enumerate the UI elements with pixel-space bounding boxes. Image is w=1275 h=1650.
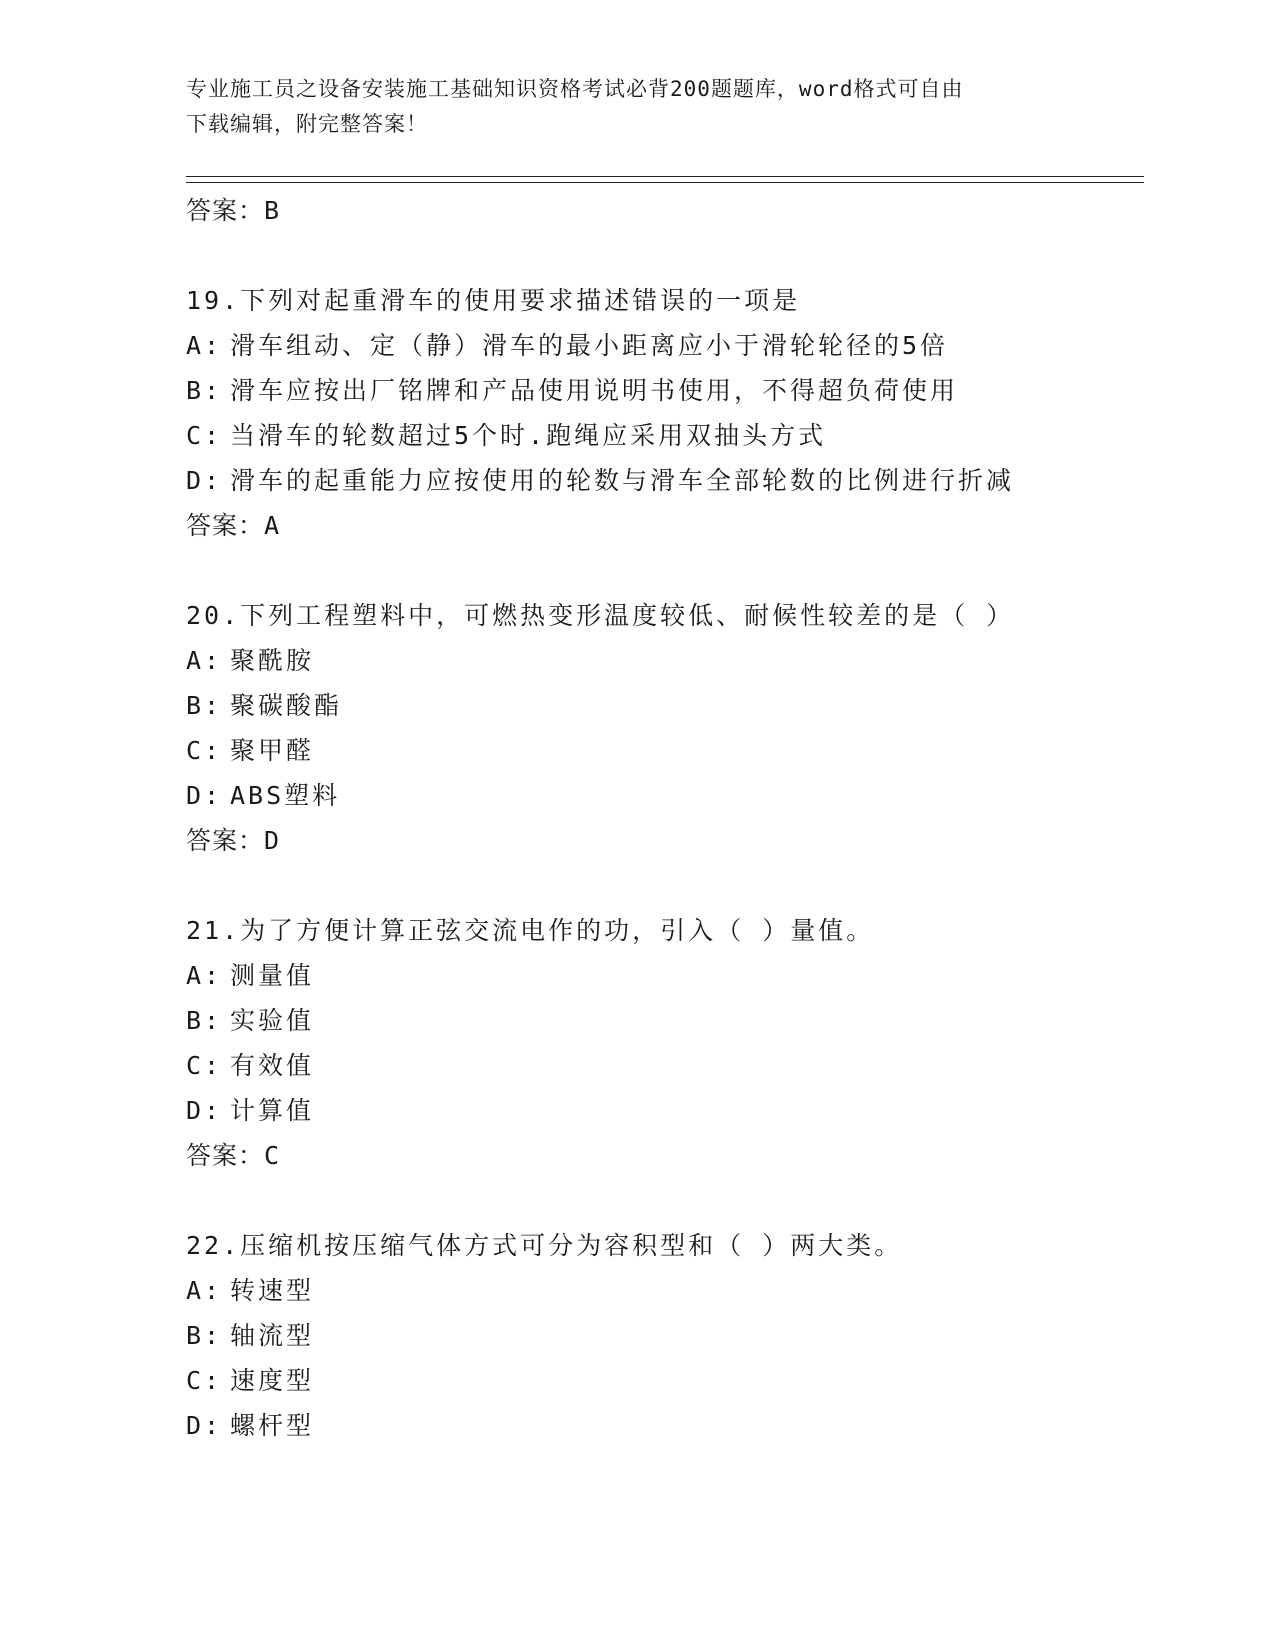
option-letter: A: (186, 961, 223, 990)
header-line-2: 下载编辑，附完整答案！ (186, 112, 428, 136)
header-line-1: 专业施工员之设备安装施工基础知识资格考试必背200题题库，word格式可自由 (186, 77, 964, 101)
question-stem: 20.下列工程塑料中，可燃热变形温度较低、耐候性较差的是（ ） (186, 601, 1015, 630)
option-text: 聚酰胺 (230, 646, 315, 675)
option-text: 测量值 (230, 961, 315, 990)
option-d (186, 773, 1146, 818)
answer-label: 答案： (186, 196, 265, 225)
question-stem: 19.下列对起重滑车的使用要求描述错误的一项是 (186, 286, 801, 315)
spacer (186, 1178, 1146, 1223)
option-text: 实验值 (230, 1006, 315, 1035)
answer-label: 答案： (186, 1141, 265, 1170)
option-letter: C: (186, 1051, 223, 1080)
option-b (186, 998, 1146, 1043)
answer-value: B (264, 196, 281, 225)
answer-label: 答案： (186, 511, 265, 540)
option-c (186, 1043, 1146, 1088)
spacer (186, 863, 1146, 908)
option-b (186, 1313, 1146, 1358)
option-text: 转速型 (230, 1276, 315, 1305)
option-d (186, 1403, 1146, 1448)
option-text: 滑车应按出厂铭牌和产品使用说明书使用，不得超负荷使用 (230, 376, 959, 405)
option-letter: A: (186, 331, 223, 360)
option-a (186, 638, 1146, 683)
option-d (186, 1088, 1146, 1133)
document-header (186, 72, 1066, 142)
option-text: 滑车的起重能力应按使用的轮数与滑车全部轮数的比例进行折减 (230, 466, 1015, 495)
previous-answer (186, 188, 1146, 233)
option-text: ABS塑料 (230, 781, 341, 810)
header-divider (186, 176, 1144, 183)
option-b (186, 683, 1146, 728)
option-letter: B: (186, 1321, 223, 1350)
option-c (186, 728, 1146, 773)
option-letter: D: (186, 466, 223, 495)
option-b (186, 368, 1146, 413)
option-text: 轴流型 (230, 1321, 315, 1350)
answer-label: 答案： (186, 826, 265, 855)
spacer (186, 548, 1146, 593)
option-letter: D: (186, 781, 223, 810)
question-answer (186, 503, 1146, 548)
question-block (186, 908, 1146, 1178)
question-list (186, 188, 1146, 1448)
answer-value: C (264, 1141, 281, 1170)
answer-value: A (264, 511, 281, 540)
option-a (186, 953, 1146, 998)
option-text: 计算值 (230, 1096, 315, 1125)
option-d (186, 458, 1146, 503)
option-c (186, 1358, 1146, 1403)
option-text: 速度型 (230, 1366, 315, 1395)
option-text: 聚碳酸酯 (230, 691, 343, 720)
question-block (186, 1223, 1146, 1448)
question-stem: 21.为了方便计算正弦交流电作的功，引入（ ）量值。 (186, 916, 875, 945)
option-letter: C: (186, 1366, 223, 1395)
spacer (186, 233, 1146, 278)
option-letter: B: (186, 1006, 223, 1035)
option-a (186, 323, 1146, 368)
option-text: 滑车组动、定（静）滑车的最小距离应小于滑轮轮径的5倍 (230, 331, 949, 360)
option-letter: A: (186, 646, 223, 675)
option-letter: D: (186, 1096, 223, 1125)
option-letter: C: (186, 736, 223, 765)
question-block (186, 278, 1146, 548)
question-stem: 22.压缩机按压缩气体方式可分为容积型和（ ）两大类。 (186, 1231, 903, 1260)
option-letter: A: (186, 1276, 223, 1305)
question-answer (186, 1133, 1146, 1178)
option-letter: B: (186, 691, 223, 720)
option-text: 聚甲醛 (230, 736, 315, 765)
question-answer (186, 818, 1146, 863)
option-text: 当滑车的轮数超过5个时.跑绳应采用双抽头方式 (230, 421, 827, 450)
option-letter: D: (186, 1411, 223, 1440)
option-letter: C: (186, 421, 223, 450)
option-text: 螺杆型 (230, 1411, 315, 1440)
option-a (186, 1268, 1146, 1313)
question-block (186, 593, 1146, 863)
option-c (186, 413, 1146, 458)
option-letter: B: (186, 376, 223, 405)
answer-value: D (264, 826, 281, 855)
option-text: 有效值 (230, 1051, 315, 1080)
